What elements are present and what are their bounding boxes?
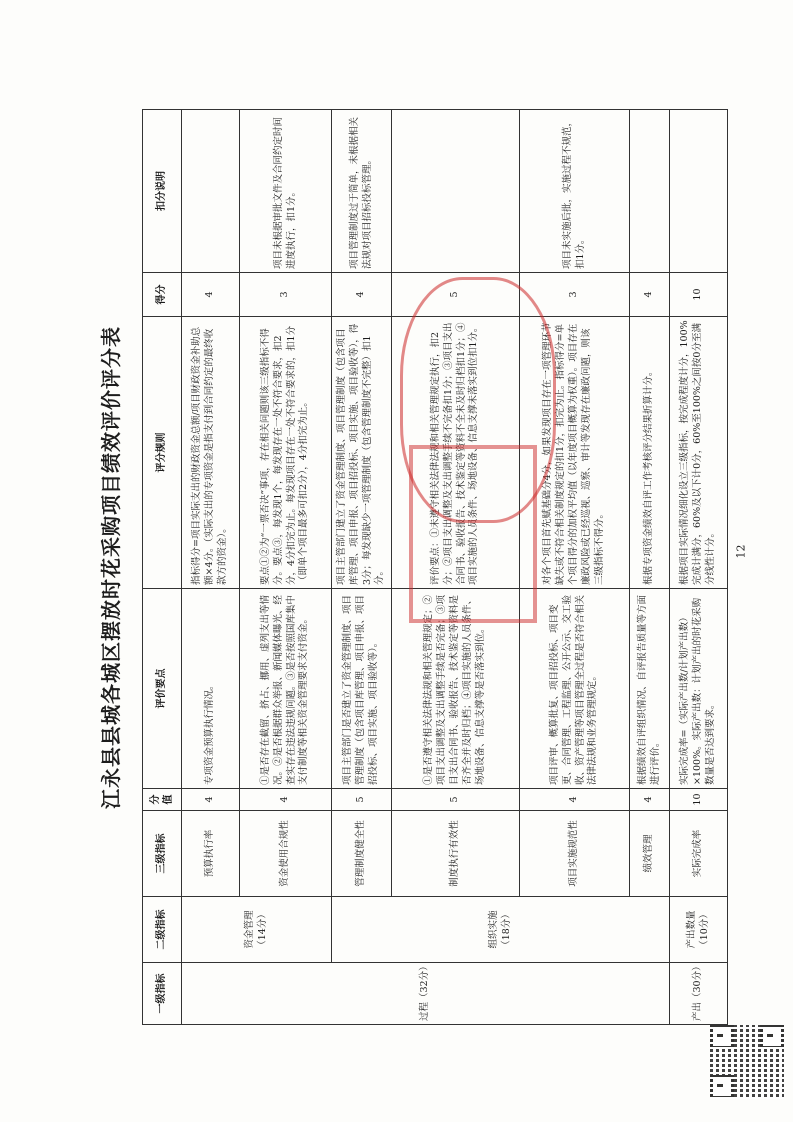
col-level3: 三级指标 bbox=[143, 811, 182, 897]
points-cell: 项目主管部门是否建立了资金管理制度、项目管理制度（包含项目库管理、项目申报、项目招投标、项目实施、项目验收等）。 bbox=[332, 589, 392, 789]
level1-cell: 产出（30分） bbox=[670, 963, 728, 1025]
level3-cell: 资金使用合规性 bbox=[240, 811, 332, 897]
rule-cell: 指标得分=项目实际支出的财政资金总额/项目财政资金补助总额×4分。（实际支出的专项资金是指支付到合同约定的最终收款方的资金）。 bbox=[182, 317, 240, 589]
note-cell: 项目未实施后批，实施过程不规范，扣1分。 bbox=[520, 110, 630, 273]
score-cell: 5 bbox=[332, 789, 392, 811]
note-cell bbox=[630, 110, 670, 273]
got-cell: 10 bbox=[670, 273, 728, 317]
got-cell: 5 bbox=[392, 273, 520, 317]
points-cell: 专项资金预算执行情况。 bbox=[182, 589, 240, 789]
note-cell: 项目管理制度过于简单，未根据相关法规对项目招标投标管理。 bbox=[332, 110, 392, 273]
table-row bbox=[630, 110, 670, 1025]
level3-cell: 制度执行有效性 bbox=[392, 811, 520, 897]
level2-cell: 组织实施（18分） bbox=[332, 897, 670, 963]
level3-cell: 绩效管理 bbox=[630, 811, 670, 897]
note-cell bbox=[670, 110, 728, 273]
col-got: 得分 bbox=[143, 273, 182, 317]
score-cell: 5 bbox=[392, 789, 520, 811]
level3-cell: 实际完成率 bbox=[670, 811, 728, 897]
score-cell: 10 bbox=[670, 789, 728, 811]
page-number: 12 bbox=[734, 544, 748, 559]
got-cell: 4 bbox=[182, 273, 240, 317]
col-level1: 一级指标 bbox=[143, 963, 182, 1025]
got-cell: 4 bbox=[332, 273, 392, 317]
level3-cell: 管理制度健全性 bbox=[332, 811, 392, 897]
level3-cell: 预算执行率 bbox=[182, 811, 240, 897]
table-row bbox=[182, 110, 240, 1025]
score-cell: 4 bbox=[520, 789, 630, 811]
level2-cell: 资金管理（14分） bbox=[182, 897, 332, 963]
score-cell: 4 bbox=[630, 789, 670, 811]
got-cell: 3 bbox=[240, 273, 332, 317]
note-cell bbox=[182, 110, 240, 273]
points-cell: 根据绩效自评组织情况、自评报告质量等方面进行评价。 bbox=[630, 589, 670, 789]
points-cell: ①是否存在截留、挤占、挪用、虚列支出等情况。②是否根据群众举报、新闻媒体曝光、经查实存在违法违规问题。③是否按照国库集中支付制度等相关资金管理要求支付资金。 bbox=[240, 589, 332, 789]
rule-cell: 对各个项目首先赋基础分4分，如果发现项目存在一项管理环节缺失或不符合相关制度规定的扣1分，扣完为止。指标得分=单个项目得分的加权平均值（以年度项目概算为权重）。项目存在廉政风险或已经巡视、巡察、审计等发现存在廉政问题，则该三级指标不得分。 bbox=[520, 317, 630, 589]
points-cell: ①是否遵守相关法律法规和相关管理规定；②项目支出调整及支出调整手续是否完备；③项目支出合同书、验收报告、技术鉴定等资料是否齐全并及时归档；④项目实施的人员条件、场地设备、信息支撑等是否落实到位。 bbox=[392, 589, 520, 789]
col-level2: 二级指标 bbox=[143, 897, 182, 963]
qr-code bbox=[710, 1025, 784, 1099]
header-row bbox=[143, 110, 182, 1025]
col-rule: 评分规则 bbox=[143, 317, 182, 589]
page-title: 江永县县城各城区摆放时花采购项目绩效评价评分表 bbox=[99, 326, 123, 809]
rule-cell: 评价要点：①未遵守相关法律法规和相关管理规定执行，扣2分；②项目支出调整及支出调整手续不完备扣1分；③项目支出合同书、验收报告、技术鉴定等资料不全未及时归档扣1分；④项目实施的人员条件、场地设备、信息支撑未落实到位扣1分。 bbox=[392, 317, 520, 589]
col-score: 分值 bbox=[143, 789, 182, 811]
rule-cell: 要点①②为“一票否决”事项，存在相关问题则该三级指标不得分。要点③，每发现1个，每发现存在一处不符合要求，扣2分，4分扣完为止。每发现项目存在一处不符合要求的，扣1分（即单个项目最多可扣2分），4分扣完为止。 bbox=[240, 317, 332, 589]
col-points: 评价要点 bbox=[143, 589, 182, 789]
points-cell: 项目评审、概算批复、项目招投标、项目变更、合同管理、工程监理、公开公示、交工验收、资产管理等项目管理全过程是否符合相关法律法规和业务管理规定。 bbox=[520, 589, 630, 789]
table-row bbox=[240, 110, 332, 1025]
got-cell: 3 bbox=[520, 273, 630, 317]
level3-cell: 项目实施规范性 bbox=[520, 811, 630, 897]
rule-cell: 根据专项资金绩效自评工作考核评分结果折算计分。 bbox=[630, 317, 670, 589]
rule-cell: 根据项目实际情况细化设立三级指标，按完成程度计分，100%完成计满分，60%及以下计0分，60%至100%之间按0分至满分线性计分。 bbox=[670, 317, 728, 589]
level1-cell: 过程（32分） bbox=[182, 963, 670, 1025]
review-seal bbox=[409, 445, 537, 623]
note-cell: 项目未根据审批文件及合同约定时间进度执行，扣1分。 bbox=[240, 110, 332, 273]
points-cell: 实际完成率=（实际产出数/计划产出数）×100%。实际产出数：计划产出的时花采购数量是否达到要求。 bbox=[670, 589, 728, 789]
score-cell: 4 bbox=[240, 789, 332, 811]
level2-cell: 产出数量（10分） bbox=[670, 897, 728, 963]
rule-cell: 项目主管部门建立了资金管理制度、项目管理制度（包含项目库管理、项目申报、项目招投标、项目实施、项目验收等），得3分；每发现缺少一项管理制度（包含管理制度不完整）扣1分。 bbox=[332, 317, 392, 589]
got-cell: 4 bbox=[630, 273, 670, 317]
col-note: 扣分说明 bbox=[143, 110, 182, 273]
table-row bbox=[332, 110, 392, 1025]
note-cell bbox=[392, 110, 520, 273]
score-cell: 4 bbox=[182, 789, 240, 811]
table-row bbox=[670, 110, 728, 1025]
